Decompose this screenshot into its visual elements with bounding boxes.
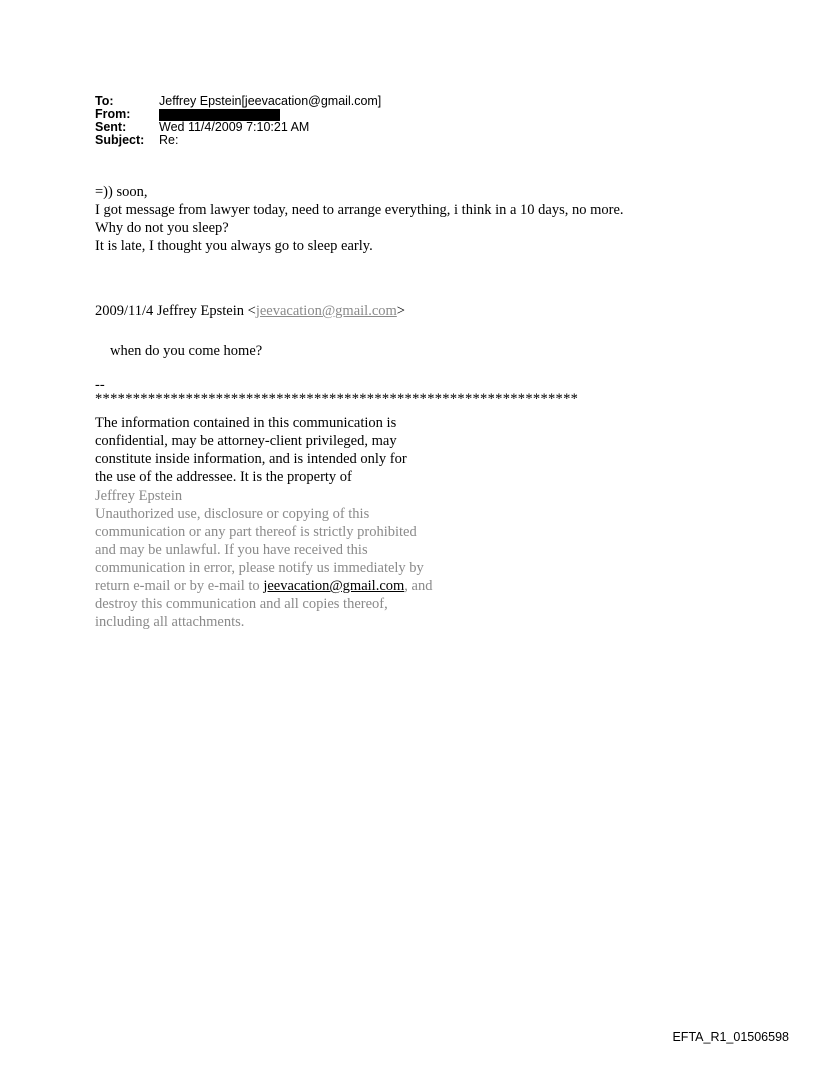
subject-value: Re: xyxy=(159,133,179,147)
message-body xyxy=(95,183,624,255)
body-line: It is late, I thought you always go to sleep early. xyxy=(95,238,373,254)
notice-line: the use of the addressee. It is the property of xyxy=(95,469,352,485)
attribution-suffix: > xyxy=(396,303,405,319)
sent-value: Wed 11/4/2009 7:10:21 AM xyxy=(159,120,310,134)
to-value: Jeffrey Epstein[jeevacation@gmail.com] xyxy=(159,94,382,108)
disclaimer-line: destroy this communication and all copies thereof, xyxy=(95,596,388,612)
subject-label: Subject: xyxy=(95,133,145,147)
confidential-notice xyxy=(95,414,407,486)
document-id: EFTA_R1_01506598 xyxy=(672,1030,789,1044)
notice-line: constitute inside information, and is intended only for xyxy=(95,451,407,467)
disclaimer-line: communication or any part thereof is strictly prohibited xyxy=(95,524,417,540)
disclaimer-line: Unauthorized use, disclosure or copying of this xyxy=(95,506,370,522)
disclaimer-line: and may be unlawful. If you have received this xyxy=(95,542,368,558)
notice-line: confidential, may be attorney-client privileged, may xyxy=(95,433,397,449)
signature-stars: **************************************************************** xyxy=(95,391,579,407)
disclaimer-line: communication in error, please notify us immediately by xyxy=(95,560,424,576)
to-label: To: xyxy=(95,94,114,108)
disclaimer-line: including all attachments. xyxy=(95,614,245,630)
disclaimer-notice xyxy=(95,487,432,631)
return-suffix: , and xyxy=(404,578,433,594)
from-label: From: xyxy=(95,107,131,121)
disclaimer-line: Jeffrey Epstein xyxy=(95,488,183,504)
disclaimer-line xyxy=(95,577,432,595)
quote-attribution xyxy=(95,302,405,320)
attribution-email-link[interactable]: jeevacation@gmail.com xyxy=(255,303,397,319)
sent-label: Sent: xyxy=(95,120,127,134)
body-line: I got message from lawyer today, need to arrange everything, i think in a 10 days, no more. xyxy=(95,202,624,218)
attribution-prefix: 2009/11/4 Jeffrey Epstein < xyxy=(95,303,256,319)
return-prefix: return e-mail or by e-mail to xyxy=(95,578,264,594)
notice-line: The information contained in this communication is xyxy=(95,415,397,431)
body-line: Why do not you sleep? xyxy=(95,220,229,236)
return-email-link[interactable]: jeevacation@gmail.com xyxy=(263,578,405,594)
body-line: =)) soon, xyxy=(95,184,148,200)
quoted-message: when do you come home? xyxy=(110,343,263,359)
signature-dash: -- xyxy=(95,377,105,393)
